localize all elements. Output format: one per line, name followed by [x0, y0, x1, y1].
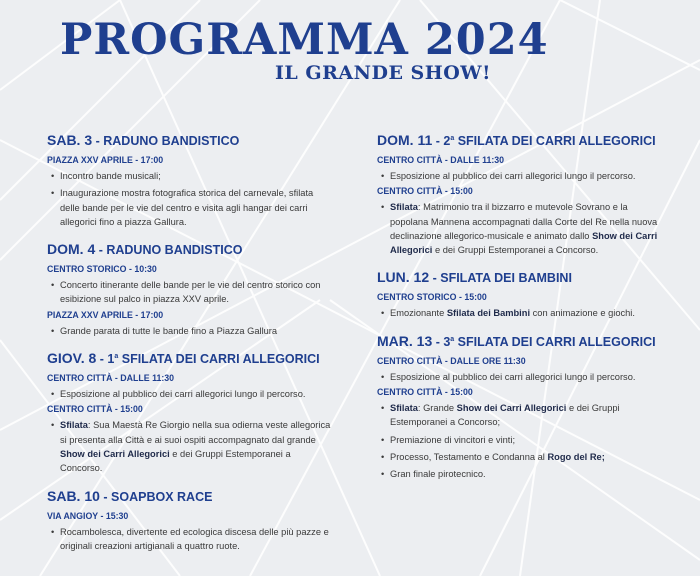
event-day: MAR. 13: [377, 332, 433, 349]
program-item-text: Emozionante Sfilata dei Bambini con animazione e giochi.: [390, 308, 635, 319]
program-item-text: Rocambolesca, divertente ed ecologica discesa delle più pazze e originali creazioni artigianali a quattro ruote.: [60, 526, 329, 551]
bullet-icon: •: [381, 171, 385, 181]
bullet-icon: •: [51, 188, 55, 199]
bullet-icon: •: [51, 171, 55, 181]
page-subtitle: IL GRANDE SHOW!: [275, 62, 491, 84]
program-item-text: Processo, Testamento e Condanna al Rogo del Re;: [390, 451, 605, 462]
program-item: [377, 450, 662, 464]
event-name-rest: SFILATA DEI CARRI ALLEGORICI: [118, 352, 320, 367]
program-item: [377, 401, 662, 430]
event-day: SAB. 3: [47, 132, 93, 148]
event-venue-time: CENTRO CITTÀ - DALLE 11:30: [47, 373, 175, 384]
program-item-text: Sfilata: Matrimonio tra il bizzarro e mutevole Sovrano e la popolana Mannena accompagnati dalla Corte del Re nella nuova declinazione allegorico-musicale e animato dallo Show dei Carri Allegorici e dei Gruppi Estemporanei a Concorso.: [390, 202, 658, 256]
bullet-icon: •: [51, 325, 55, 336]
program-item: [377, 200, 662, 257]
program-item: [377, 433, 662, 447]
bullet-icon: •: [51, 280, 55, 291]
event-block: [47, 241, 332, 338]
event-title: [47, 350, 332, 366]
event-block: [47, 132, 332, 229]
event-day: DOM. 11: [377, 132, 433, 148]
ordinal-suffix: a: [450, 335, 455, 343]
bullet-icon: •: [51, 420, 55, 431]
program-item: [377, 306, 662, 320]
event-name: - 3: [432, 334, 451, 349]
event-venue-time: CENTRO CITTÀ - 15:00: [377, 387, 473, 398]
program-item-text: Incontro bande musicali;: [60, 171, 161, 181]
program-item-text: Esposizione al pubblico dei carri allegorici lungo il percorso.: [390, 171, 636, 181]
event-day: GIOV. 8: [47, 350, 97, 367]
program-item: [47, 418, 332, 475]
event-venue-time: CENTRO CITTÀ - DALLE ORE 11:30: [377, 355, 526, 366]
program-column-right: [377, 132, 662, 494]
event-venue-time: CENTRO CITTÀ - DALLE 11:30: [377, 155, 505, 165]
program-item: [47, 525, 332, 554]
bullet-icon: •: [381, 434, 385, 445]
event-venue-time: PIAZZA XXV APRILE - 17:00: [47, 309, 164, 320]
program-item-text: Esposizione al pubblico dei carri allegorici lungo il percorso.: [60, 389, 306, 400]
event-name: - RADUNO BANDISTICO: [95, 243, 243, 258]
program-item: [47, 278, 332, 307]
event-day: DOM. 4: [47, 241, 96, 258]
event-name: - SFILATA DEI BAMBINI: [429, 271, 572, 286]
event-block: [377, 132, 662, 257]
program-item: [47, 169, 332, 183]
program-column-left: [47, 132, 332, 565]
event-block: [377, 333, 662, 482]
event-title: [47, 132, 332, 148]
event-title: [377, 132, 662, 148]
program-item: [47, 324, 332, 338]
event-name-rest: SFILATA DEI CARRI ALLEGORICI: [454, 134, 656, 148]
program-item-text: Grande parata di tutte le bande fino a Piazza Gallura: [60, 325, 278, 336]
bullet-icon: •: [381, 371, 385, 382]
bullet-icon: •: [381, 451, 385, 462]
event-day: SAB. 10: [47, 487, 100, 504]
bullet-icon: •: [381, 469, 385, 480]
event-title: [47, 241, 332, 257]
program-item: [377, 169, 662, 183]
event-venue-time: CENTRO STORICO - 10:30: [47, 264, 157, 275]
event-venue-time: CENTRO CITTÀ - 15:00: [47, 404, 143, 415]
bullet-icon: •: [381, 202, 385, 213]
event-title: [377, 333, 662, 349]
event-name: - SOAPBOX RACE: [99, 489, 213, 504]
ordinal-suffix: a: [450, 134, 455, 142]
event-venue-time: PIAZZA XXV APRILE - 17:00: [47, 155, 164, 165]
event-venue-time: VIA ANGIOY - 15:30: [47, 510, 129, 521]
event-block: [47, 350, 332, 475]
program-item-text: Premiazione di vincitori e vinti;: [390, 434, 516, 445]
program-item-text: Inaugurazione mostra fotografica storica del carnevale, sfilata delle bande per le vie del centro e visita agli hangar dei carri allegorici fino a piazza Gallura.: [60, 188, 314, 227]
program-item-text: Gran finale pirotecnico.: [390, 469, 486, 480]
program-item-text: Esposizione al pubblico dei carri allegorici lungo il percorso.: [390, 371, 636, 382]
program-item: [47, 186, 332, 229]
program-item-text: Sfilata: Sua Maestà Re Giorgio nella sua odierna veste allegorica si presenta alla Città e ai suoi ospiti accompagnato dal grande Show dei Carri Allegorici e dei Gruppi Estemporanei a Concorso.: [60, 420, 331, 474]
event-name: - 2: [432, 134, 451, 148]
event-name: - 1: [96, 352, 115, 367]
event-title: [377, 269, 662, 285]
bullet-icon: •: [381, 308, 385, 319]
program-item: [47, 387, 332, 401]
program-item-text: Concerto itinerante delle bande per le vie del centro storico con esibizione sul palco in piazza XXV aprile.: [60, 280, 321, 305]
program-item: [377, 370, 662, 384]
page-title: PROGRAMMA 2024: [60, 15, 549, 65]
event-name-rest: SFILATA DEI CARRI ALLEGORICI: [454, 334, 656, 349]
event-venue-time: CENTRO STORICO - 15:00: [377, 292, 487, 303]
event-title: [47, 488, 332, 504]
event-day: LUN. 12: [377, 269, 430, 286]
bullet-icon: •: [51, 526, 55, 537]
event-block: [377, 269, 662, 320]
bullet-icon: •: [381, 403, 385, 414]
event-name: - RADUNO BANDISTICO: [92, 134, 240, 148]
ordinal-suffix: a: [114, 352, 119, 360]
event-block: [47, 488, 332, 554]
event-venue-time: CENTRO CITTÀ - 15:00: [377, 186, 473, 197]
bullet-icon: •: [51, 389, 55, 400]
program-item-text: Sfilata: Grande Show dei Carri Allegorici e dei Gruppi Estemporanei a Concorso;: [390, 403, 620, 428]
program-item: [377, 467, 662, 481]
